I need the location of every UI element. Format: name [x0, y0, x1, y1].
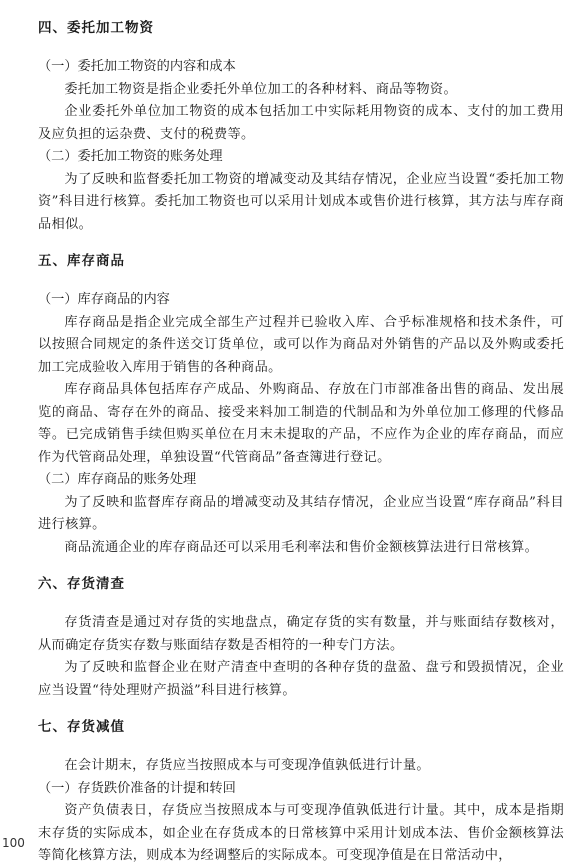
paragraph: 资产负债表日，存货应当按照成本与可变现净值孰低进行计量。其中，成本是指期末存货的实际成本，如企业在存货成本的日常核算中采用计划成本法、售价金额核算法等简化核算方法，则成本为经调整后的实际成本。可变现净值是在日常活动中， [38, 803, 564, 863]
page-number: 100 [2, 836, 25, 850]
paragraph: 库存商品是指企业完成全部生产过程并已验收入库、合乎标准规格和技术条件，可以按照合同规定的条件送交订货单位，或可以作为商品对外销售的产品以及外购或委托加工完成验收入库用于销售的各种商品。 [38, 314, 564, 375]
paragraph: 企业委托外单位加工物资的成本包括加工中实际耗用物资的成本、支付的加工费用及应负担的运杂费、支付的税费等。 [38, 104, 564, 142]
paragraph: 商品流通企业的库存商品还可以采用毛利率法和售价金额核算法进行日常核算。 [64, 539, 539, 555]
document-page [38, 10, 564, 868]
sub-title: （一）库存商品的内容 [38, 292, 170, 307]
paragraph: 委托加工物资是指企业委托外单位加工的各种材料、商品等物资。 [64, 81, 457, 97]
section-inventory-impairment [38, 716, 564, 868]
paragraph: 库存商品具体包括库存产成品、外购商品、存放在门市部准备出售的商品、发出展览的商品、寄存在外的商品、接受来料加工制造的代制品和为外单位加工修理的代修品等。已完成销售手续但购买单位在月末未提取的产品，不应作为企业的库存商品，而应作为代管商品处理，单独设置“代管商品”备查簿进行登记。 [38, 382, 564, 465]
paragraph: 为了反映和监督委托加工物资的增减变动及其结存情况，企业应当设置“委托加工物资”科目进行核算。委托加工物资也可以采用计划成本或售价进行核算，其方法与库存商品相似。 [38, 171, 564, 232]
sub-title: （一）存货跌价准备的计提和转回 [38, 780, 236, 796]
sub-title: （二）委托加工物资的账务处理 [38, 149, 223, 164]
sub-title: （一）委托加工物资的内容和成本 [38, 59, 236, 74]
section-title: 六、存货清查 [38, 576, 125, 592]
section-stock-goods [38, 250, 564, 559]
section-title: 四、委托加工物资 [38, 20, 154, 36]
paragraph: 为了反映和监督库存商品的增减变动及其结存情况，企业应当设置“库存商品”科目进行核算。 [38, 494, 564, 532]
section-title: 七、存货减值 [38, 719, 125, 735]
section-inventory-count [38, 573, 564, 702]
sub-title: （二）库存商品的账务处理 [38, 472, 197, 487]
section-title: 五、库存商品 [38, 253, 125, 269]
section-inventory-processing [38, 17, 564, 236]
paragraph: 存货清查是通过对存货的实地盘点，确定存货的实有数量，并与账面结存数核对，从而确定存货实存数与账面结存数是否相符的一种专门方法。 [38, 615, 564, 653]
paragraph: 为了反映和监督企业在财产清查中查明的各种存货的盘盈、盘亏和毁损情况，企业应当设置“待处理财产损溢”科目进行核算。 [38, 660, 564, 698]
paragraph: 在会计期末，存货应当按照成本与可变现净值孰低进行计量。 [64, 758, 430, 773]
